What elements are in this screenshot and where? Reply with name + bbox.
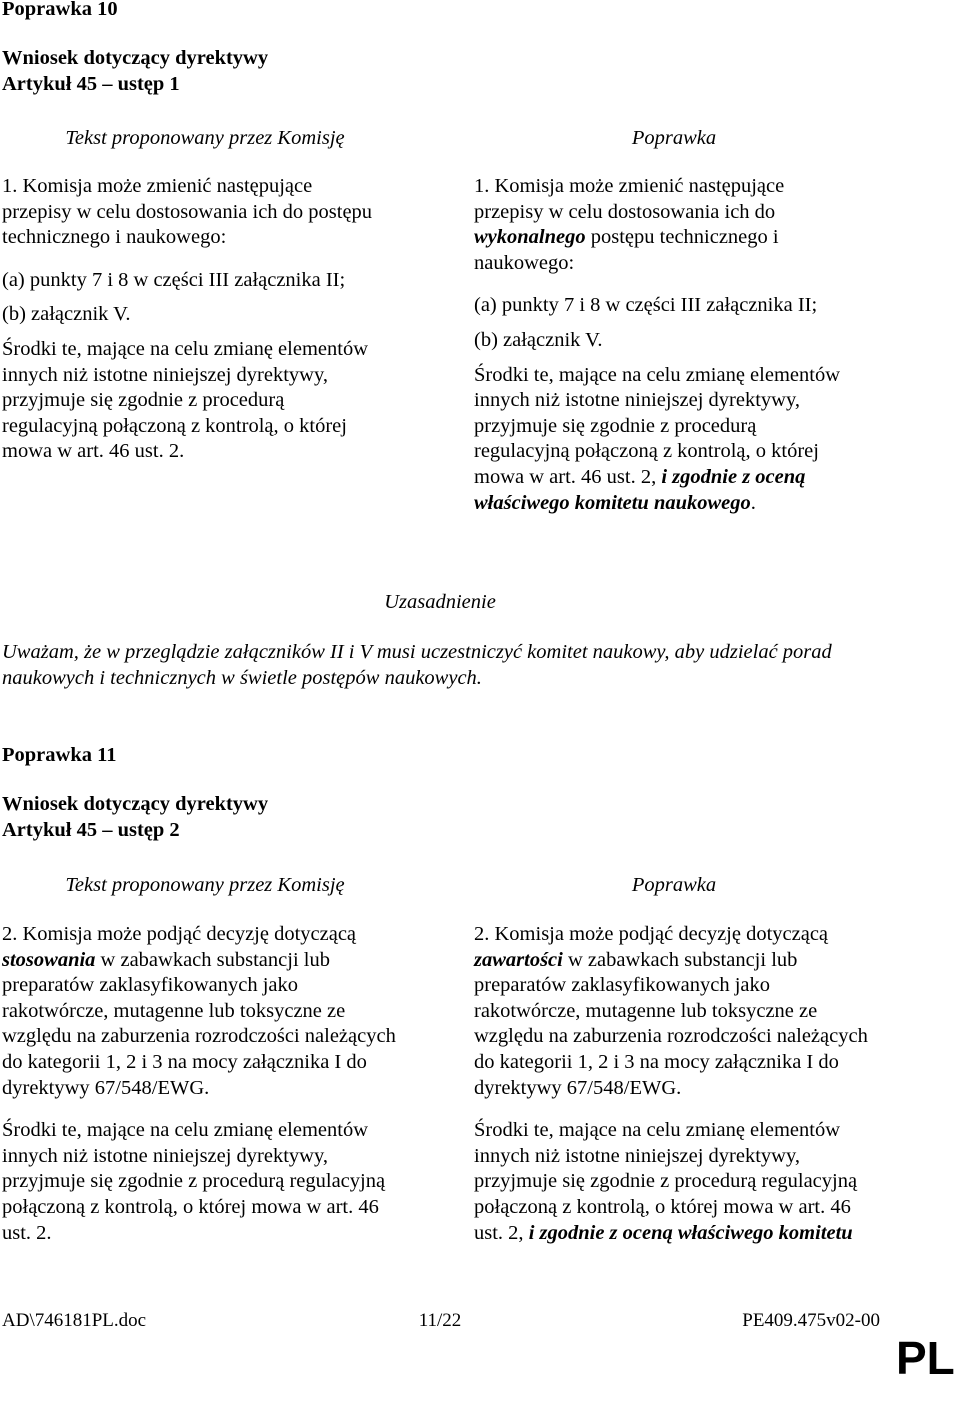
footer-doc-name: AD\746181PL.doc	[2, 1310, 147, 1331]
commission-text-column	[2, 174, 377, 465]
inserted-text: i zgodnie z oceną właściwego komitetu	[528, 1221, 853, 1244]
paragraph: 1. Komisja może zmienić następujące przepisy w celu dostosowania ich do postępu technicznego i naukowego:	[2, 175, 373, 249]
amendment-11-title: Poprawka 11	[2, 744, 117, 766]
paragraph: (a) punkty 7 i 8 w części III załącznika II;	[474, 294, 818, 317]
inserted-text: zawartości	[474, 948, 563, 971]
text: w zabawkach substancji lub preparatów zaklasyfikowanych jako rakotwórcze, mutagenne lub toksyczne ze względu na zaburzenia rozrodczości należących do kategorii 1, 2 i 3 na mocy załącznika I do dyrektywy 67/548/EWG.	[474, 948, 868, 1099]
amendment-text-column	[474, 922, 879, 1246]
text: 2. Komisja może podjąć decyzję dotyczącą	[2, 923, 357, 945]
proposal-label: Wniosek dotyczący dyrektywy	[2, 793, 269, 815]
commission-text-column	[2, 922, 407, 1246]
right-column-header: Poprawka	[631, 127, 717, 149]
paragraph: (a) punkty 7 i 8 w części III załącznika II;	[2, 268, 346, 291]
text: Środki te, mające na celu zmianę elementów innych niż istotne niniejszej dyrektywy, przyjmuje się zgodnie z procedurą regulacyjną połączoną z kontrolą, o której mowa w art. 46 ust. 2,	[474, 1119, 858, 1244]
justification-heading: Uzasadnienie	[384, 591, 496, 613]
footer-page-number: 11/22	[418, 1310, 462, 1331]
paragraph	[474, 363, 854, 517]
inserted-text: i zgodnie z oceną właściwego komitetu naukowego	[474, 465, 806, 514]
footer-reference: PE409.475v02-00	[742, 1310, 880, 1331]
text: 1. Komisja może zmienić następujące przepisy w celu dostosowania ich do	[474, 175, 785, 223]
deleted-text: stosowania	[2, 948, 96, 971]
paragraph	[474, 922, 879, 1101]
justification-text: Uważam, że w przeglądzie załączników II i V musi uczestniczyć komitet naukowy, aby udzielać porad naukowych i technicznych w świetle postępów naukowych.	[2, 641, 832, 689]
text: .	[750, 491, 756, 514]
text: 2. Komisja może podjąć decyzję dotyczącą	[474, 923, 829, 945]
right-column-header: Poprawka	[631, 874, 717, 896]
left-column-header: Tekst proponowany przez Komisję	[65, 874, 345, 896]
paragraph	[2, 922, 407, 1101]
article-reference: Artykuł 45 – ustęp 2	[2, 819, 180, 841]
amendment-text-column	[474, 174, 854, 516]
language-tag: PL	[896, 1332, 955, 1384]
amendment-10-title: Poprawka 10	[2, 0, 118, 20]
text: Środki te, mające na celu zmianę elementów innych niż istotne niniejszej dyrektywy, przyjmuje się zgodnie z procedurą regulacyjną połączoną z kontrolą, o której mowa w art. 46 ust. 2,	[474, 363, 840, 488]
paragraph	[474, 1118, 879, 1246]
paragraph: (b) załącznik V.	[2, 303, 131, 326]
left-column-header: Tekst proponowany przez Komisję	[65, 127, 345, 149]
paragraph	[474, 174, 854, 276]
paragraph: Środki te, mające na celu zmianę elementów innych niż istotne niniejszej dyrektywy, przyjmuje się zgodnie z procedurą regulacyjną połączoną z kontrolą, o której mowa w art. 46 ust. 2.	[2, 337, 368, 463]
article-reference: Artykuł 45 – ustęp 1	[2, 73, 180, 95]
proposal-label: Wniosek dotyczący dyrektywy	[2, 47, 269, 69]
text: w zabawkach substancji lub preparatów zaklasyfikowanych jako rakotwórcze, mutagenne lub toksyczne ze względu na zaburzenia rozrodczości należących do kategorii 1, 2 i 3 na mocy załącznika I do dyrektywy 67/548/EWG.	[2, 948, 396, 1099]
paragraph: Środki te, mające na celu zmianę elementów innych niż istotne niniejszej dyrektywy, przyjmuje się zgodnie z procedurą regulacyjną połączoną z kontrolą, o której mowa w art. 46 ust. 2.	[2, 1119, 386, 1244]
inserted-text: wykonalnego	[474, 226, 586, 249]
text: postępu technicznego i naukowego:	[474, 226, 779, 274]
paragraph: (b) załącznik V.	[474, 328, 603, 351]
